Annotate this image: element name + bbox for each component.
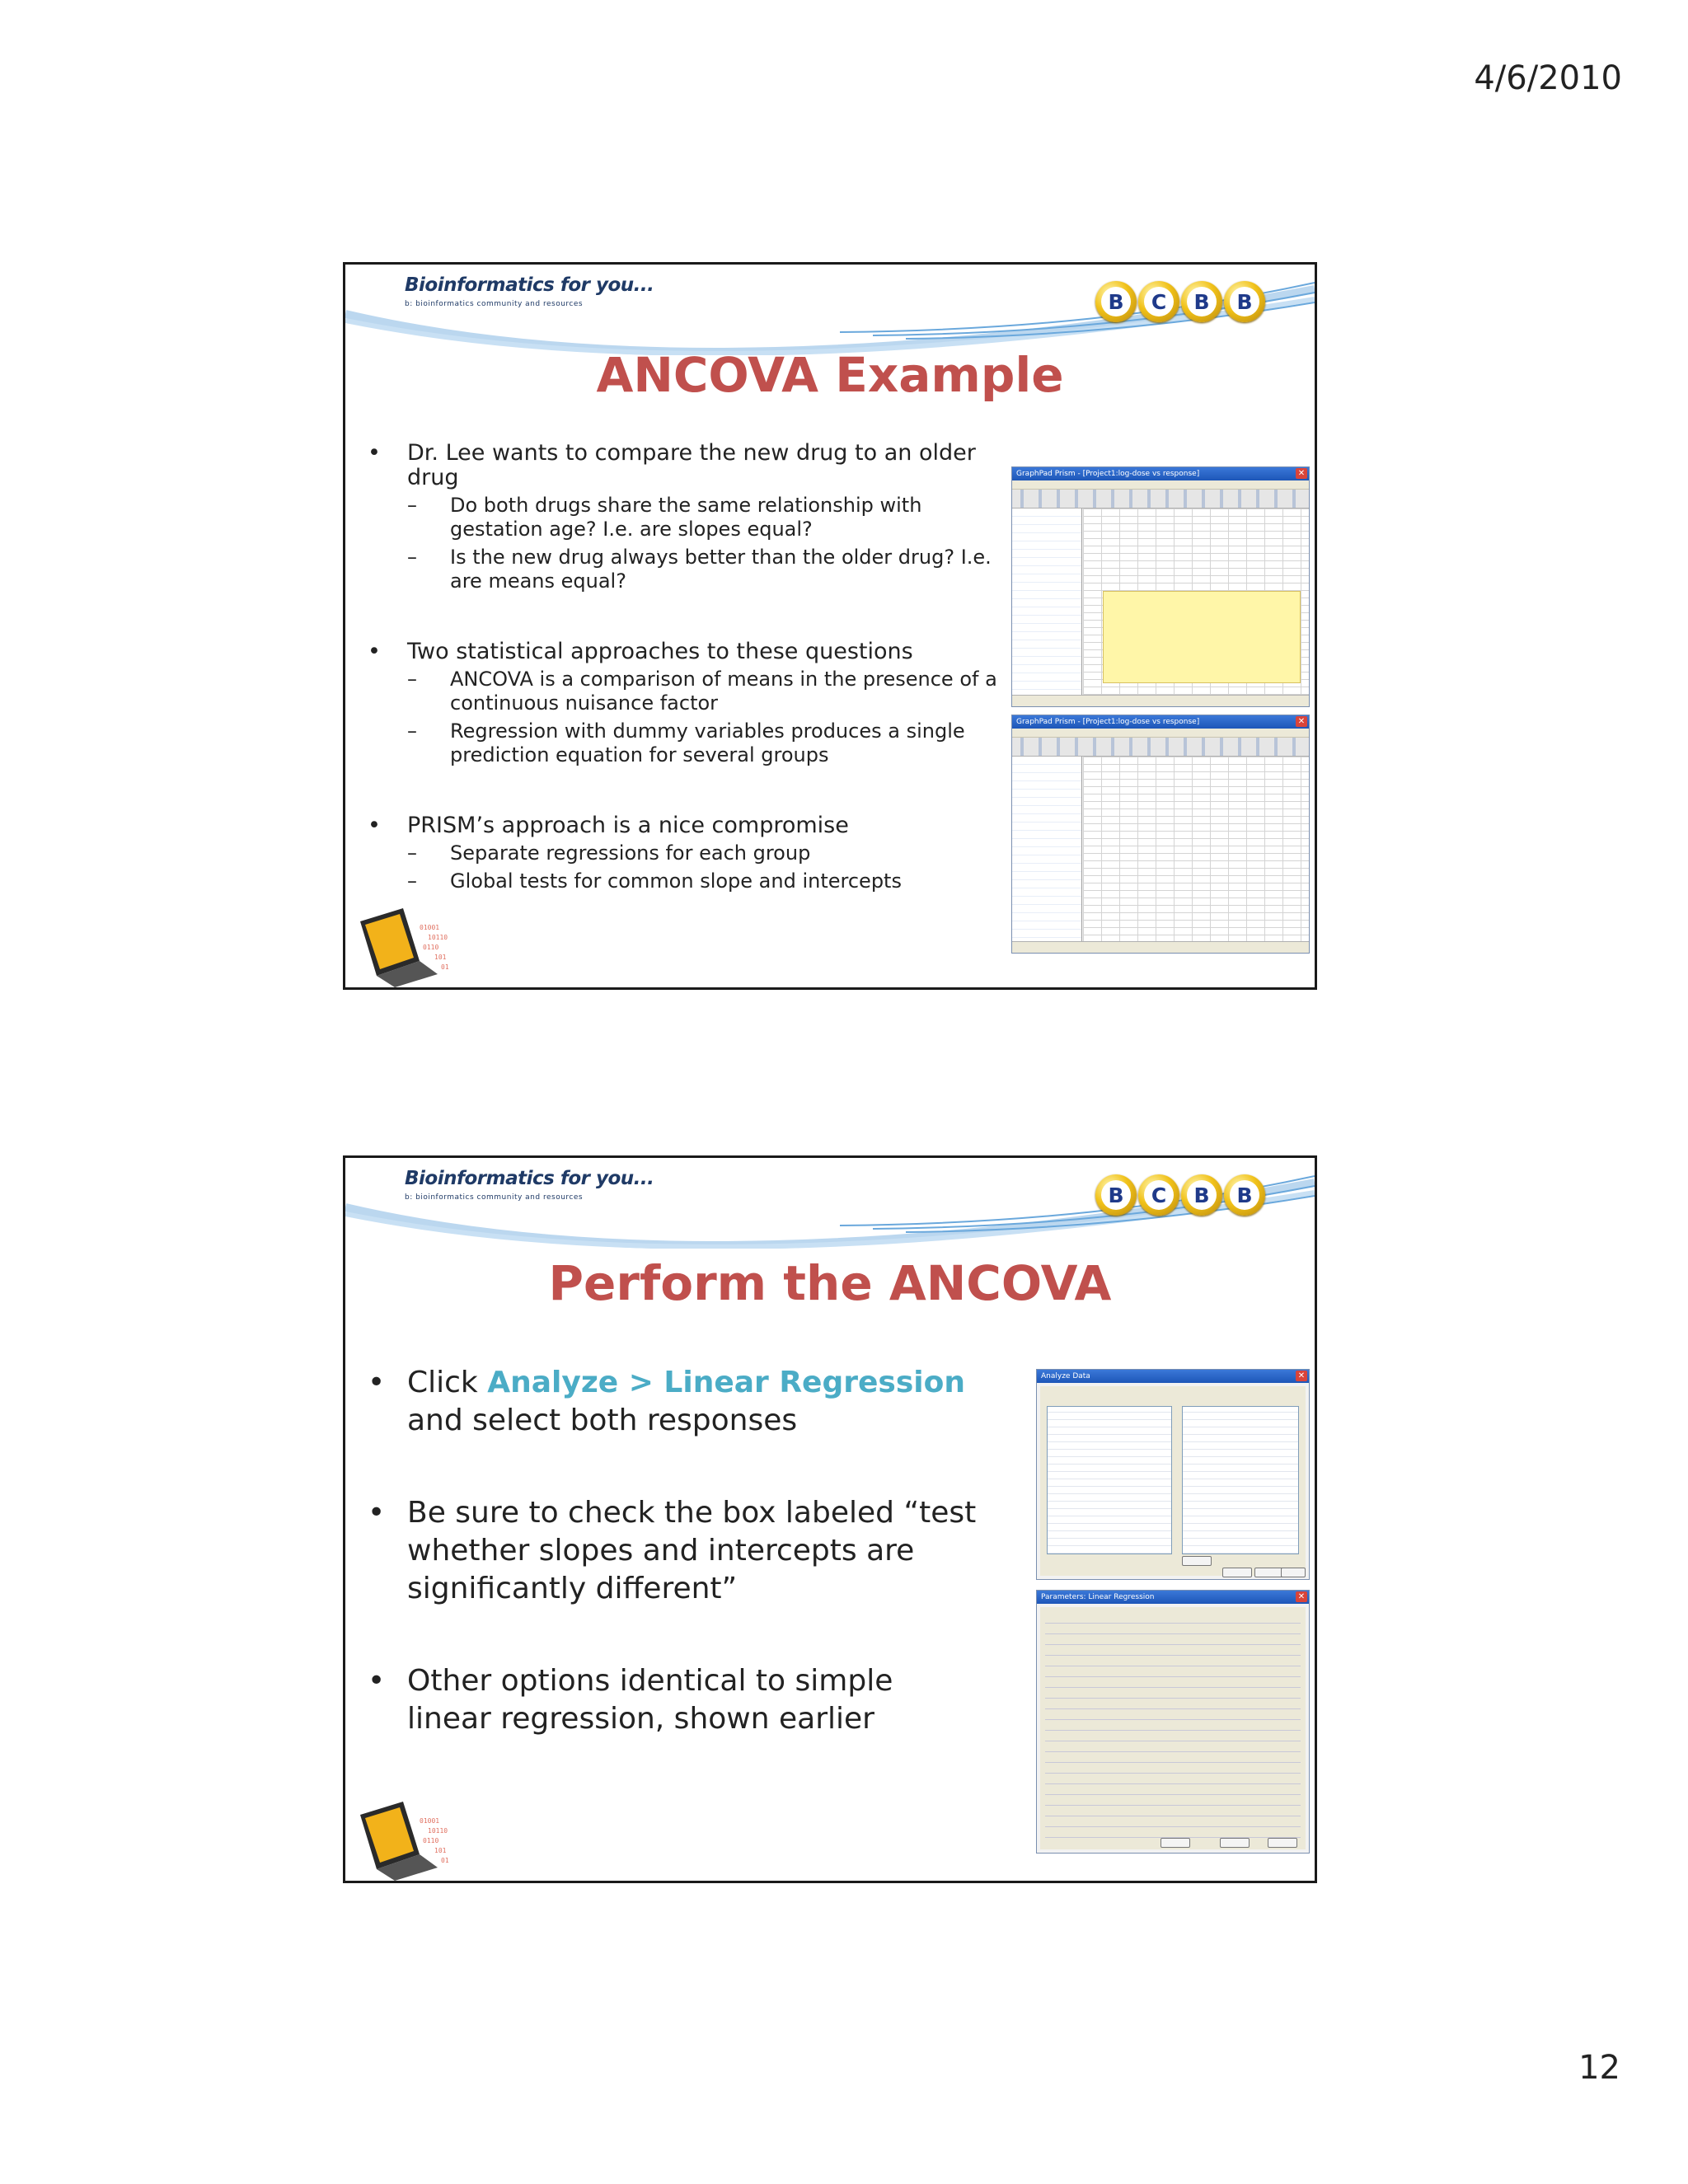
logo-letter: B	[1230, 287, 1259, 316]
window-title: Parameters: Linear Regression	[1041, 1593, 1155, 1601]
bullet-text: and select both responses	[407, 1404, 798, 1437]
linear-regression-parameters-dialog	[1036, 1590, 1310, 1854]
bullet-item	[407, 1364, 984, 1440]
prism-screenshot	[1011, 715, 1310, 954]
svg-text:01001: 01001	[420, 1817, 440, 1825]
bullet-text: Be sure to check the box labeled “test whether slopes and intercepts are significantly different”	[407, 1496, 977, 1605]
close-icon: ✕	[1296, 1591, 1307, 1602]
close-icon: ✕	[1296, 1371, 1307, 1381]
logo-letter: B	[1187, 1180, 1217, 1210]
sub-bullet: – Is the new drug always better than the older drug? I.e. are means equal?	[407, 546, 1009, 593]
laptop-icon	[352, 897, 484, 987]
brand-title: Bioinformatics for you...	[405, 1168, 654, 1189]
prism-screenshot	[1011, 466, 1310, 707]
svg-text:01: 01	[441, 1857, 449, 1864]
bullet-text: Dr. Lee wants to compare the new drug to an older drug	[407, 440, 976, 490]
close-icon: ✕	[1296, 468, 1307, 479]
logo-letter: B	[1230, 1180, 1259, 1210]
bullet-list	[407, 441, 1009, 928]
svg-text:01001: 01001	[420, 924, 440, 931]
sub-bullet: – Global tests for common slope and intercepts	[407, 869, 1009, 893]
sub-bullet: – ANCOVA is a comparison of means in the presence of a continuous nuisance factor	[407, 668, 1009, 715]
logo-letter: B	[1187, 287, 1217, 316]
window-title: GraphPad Prism - [Project1:log-dose vs response]	[1016, 470, 1200, 478]
logo-letter: B	[1101, 287, 1131, 316]
sub-bullet: – Regression with dummy variables produces a single prediction equation for several groups	[407, 719, 1009, 767]
bcbb-logo	[1095, 281, 1265, 322]
page-date: 4/6/2010	[1474, 59, 1622, 97]
slide-title: ANCOVA Example	[596, 347, 1064, 403]
svg-text:10110: 10110	[428, 934, 448, 941]
svg-text:01: 01	[441, 963, 449, 971]
svg-text:10110: 10110	[428, 1827, 448, 1835]
analyze-data-dialog	[1036, 1369, 1310, 1580]
page-number: 12	[1578, 2049, 1620, 2087]
logo-letter: C	[1144, 1180, 1174, 1210]
svg-text:101: 101	[434, 954, 447, 961]
bullet-item	[407, 1662, 984, 1738]
laptop-icon	[352, 1790, 484, 1881]
logo-letter: C	[1144, 287, 1174, 316]
brand-title: Bioinformatics for you...	[405, 274, 654, 296]
sub-bullet: – Separate regressions for each group	[407, 841, 1009, 865]
svg-text:0110: 0110	[423, 1837, 439, 1844]
bullet-text: Click	[407, 1366, 488, 1399]
window-title: Analyze Data	[1041, 1372, 1090, 1380]
bullet-item	[407, 1494, 984, 1608]
brand-subtitle: b: bioinformatics community and resources	[405, 300, 584, 308]
window-title: GraphPad Prism - [Project1:log-dose vs response]	[1016, 718, 1200, 726]
svg-text:101: 101	[434, 1847, 447, 1854]
logo-letter: B	[1101, 1180, 1131, 1210]
menu-path-highlight: Analyze > Linear Regression	[487, 1366, 965, 1399]
slide-ancova-example	[343, 262, 1317, 990]
slide-title: Perform the ANCOVA	[548, 1255, 1112, 1311]
close-icon: ✕	[1296, 716, 1307, 727]
bullet-list	[407, 1364, 984, 1793]
bullet-item	[407, 813, 1009, 893]
sub-bullet: – Do both drugs share the same relationship with gestation age? I.e. are slopes equal?	[407, 494, 1009, 541]
bullet-text: Other options identical to simple linear regression, shown earlier	[407, 1664, 893, 1736]
bullet-text: PRISM’s approach is a nice compromise	[407, 813, 849, 838]
bcbb-logo	[1095, 1174, 1265, 1216]
bullet-item	[407, 441, 1009, 593]
svg-text:0110: 0110	[423, 944, 439, 951]
slide-perform-ancova	[343, 1155, 1317, 1883]
bullet-text: Two statistical approaches to these questions	[407, 639, 913, 664]
bullet-item	[407, 640, 1009, 767]
brand-subtitle: b: bioinformatics community and resources	[405, 1193, 584, 1202]
